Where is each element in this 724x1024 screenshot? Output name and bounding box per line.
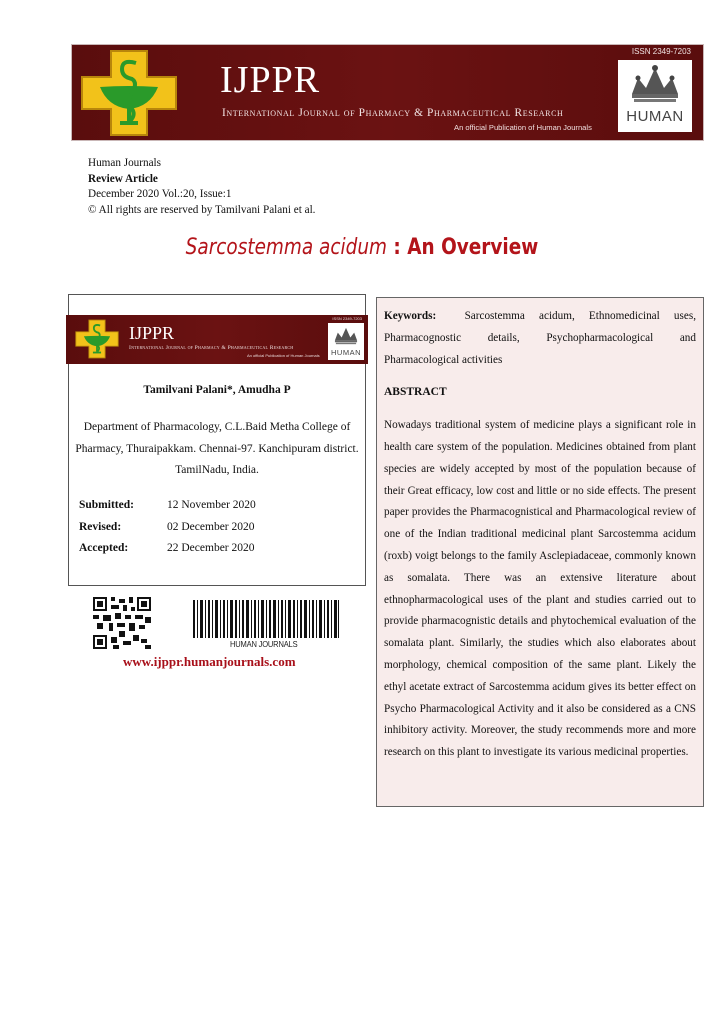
date-row-accepted	[79, 538, 256, 560]
pharmacy-cross-logo-icon	[78, 49, 180, 137]
article-info-box	[68, 294, 366, 586]
mini-journal-name: International Journal of Pharmacy & Pharmaceutical Research	[129, 345, 294, 351]
human-publisher-logo	[618, 60, 692, 132]
article-meta	[88, 156, 315, 218]
title-rest: An Overview	[407, 234, 539, 260]
human-logo-text: HUMAN	[626, 108, 684, 125]
title-separator: :	[386, 234, 408, 260]
date-label: Accepted:	[79, 542, 129, 555]
pharmacy-cross-logo-icon	[74, 317, 120, 361]
keywords-paragraph	[384, 306, 696, 371]
journal-tagline: An official Publication of Human Journals	[454, 123, 592, 132]
article-dates	[79, 495, 256, 560]
mini-journal-banner	[66, 315, 368, 364]
mini-human-logo	[328, 323, 364, 360]
article-type: Review Article	[88, 172, 158, 185]
keywords-label: Keywords:	[384, 310, 437, 322]
issue-info: December 2020 Vol.:20, Issue:1	[88, 188, 232, 200]
journal-banner	[71, 44, 704, 141]
author-affiliation: Department of Pharmacology, C.L.Baid Metha College of Pharmacy, Thuraipakkam. Chennai-97. Kanchipuram district. TamilNadu, India.	[75, 421, 359, 476]
crown-icon	[628, 64, 682, 106]
keywords-text: Sarcostemma acidum, Ethnomedicinal uses, Pharmacognostic details, Psychopharmacological and Pharmacological activities	[384, 310, 696, 366]
article-title	[65, 234, 659, 260]
title-species: Sarcostemma acidum	[185, 234, 387, 260]
journal-name: International Journal of Pharmacy & Pharmaceutical Research	[222, 107, 564, 119]
mini-journal-tagline: An official Publication of Human Journals	[247, 353, 320, 358]
abstract-box	[376, 297, 704, 807]
abstract-content	[384, 306, 696, 764]
mini-human-logo-text: HUMAN	[331, 348, 361, 357]
date-label: Revised:	[79, 520, 122, 533]
abstract-heading: ABSTRACT	[384, 386, 447, 399]
date-row-submitted	[79, 495, 256, 517]
date-value: 02 December 2020	[167, 520, 255, 533]
issn-label: ISSN 2349-7203	[631, 47, 691, 56]
journal-website-link[interactable]: www.ijppr.humanjournals.com	[123, 654, 296, 669]
date-row-revised	[79, 517, 256, 539]
abstract-text: Nowadays traditional system of medicine plays a significant role in health care system of the population. Medicines obtained from plant species are widely accepted by most of the population because of their Great efficacy, low cost and little or no side effects. The present paper provides the Pharmacognistical and Pharmacological review of one of the Indian traditional medicinal plant Sarcostemma acidum (roxb) voigt belongs to the family Asclepiadaceae, commonly known as somalata. There was an extensive literature about ethnopharmacological uses of the plant and studies carried out to provide pharmacognistic details and phytochemical evaluation of the somalata plant. Similarly, the studies which also elaborates about morphology, chemical composition of the same plant. Likely the ethyl acetate extract of Sarcostemma acidum gives its better effect on Psycho Pharmacological Activity and it also be considered as a CNS inhibitory activity. Moreover, the study recommends more and more research on this plant to investigate its various medicinal properties.	[384, 419, 696, 759]
crown-icon	[333, 325, 359, 347]
publisher-name: Human Journals	[88, 157, 162, 169]
barcode-label: HUMAN JOURNALS	[230, 639, 298, 649]
qr-code-icon[interactable]	[93, 597, 151, 649]
author-list: Tamilvani Palani*, Amudha P	[143, 384, 291, 396]
journal-brand: IJPPR	[220, 59, 321, 101]
mini-journal-brand: IJPPR	[129, 323, 175, 343]
date-value: 12 November 2020	[167, 499, 256, 511]
date-value: 22 December 2020	[167, 542, 255, 555]
mini-issn-label: ISSN 2349-7203	[332, 316, 362, 321]
barcode-icon	[193, 600, 339, 638]
date-label: Submitted:	[79, 499, 134, 511]
copyright-notice: © All rights are reserved by Tamilvani Palani et al.	[88, 203, 316, 216]
